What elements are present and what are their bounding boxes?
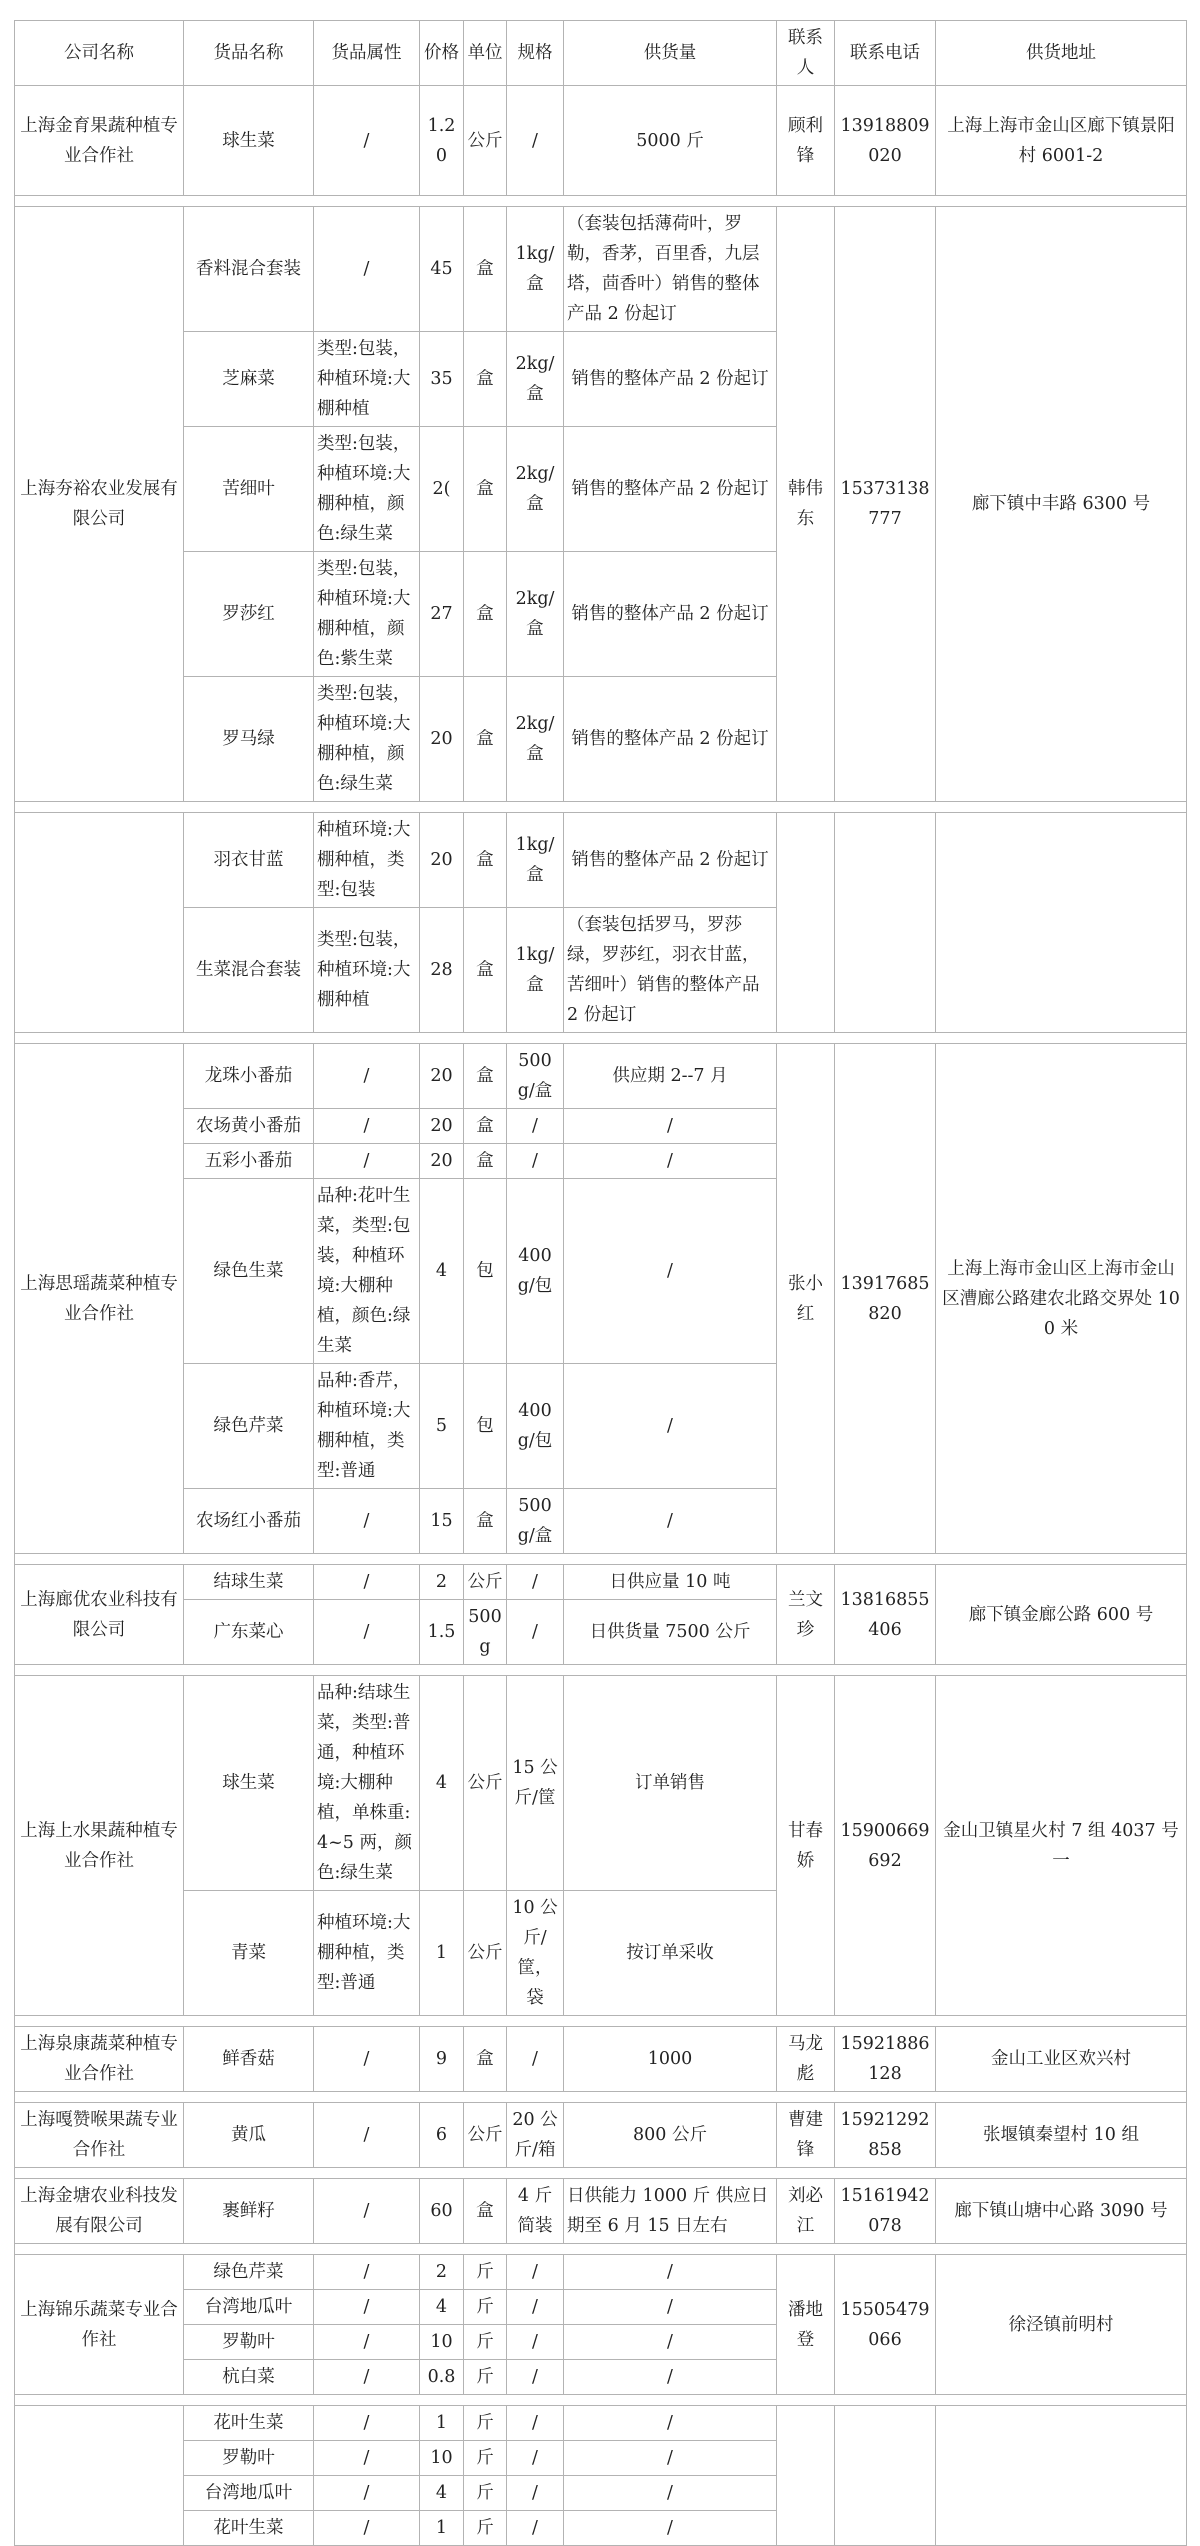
address-cell bbox=[936, 813, 1187, 1033]
contact-cell: 韩伟东 bbox=[777, 207, 835, 802]
separator-cell bbox=[15, 2168, 1187, 2179]
address-cell: 廊下镇中丰路 6300 号 bbox=[936, 207, 1187, 802]
separator-cell bbox=[15, 196, 1187, 207]
unit-cell: 公斤 bbox=[464, 1565, 507, 1600]
contact-cell: 甘春娇 bbox=[777, 1676, 835, 2016]
group-separator bbox=[15, 2092, 1187, 2103]
product-attributes-cell: 类型:包装，种植环境:大棚种植，颜色:绿生菜 bbox=[314, 427, 420, 552]
spec-cell: 20 公斤/箱 bbox=[507, 2103, 564, 2168]
product-attributes-cell: 种植环境:大棚种植，类型:包装 bbox=[314, 813, 420, 908]
address-cell: 金山工业区欢兴村 bbox=[936, 2027, 1187, 2092]
price-cell: 1 bbox=[420, 2406, 464, 2441]
spec-cell: / bbox=[507, 2255, 564, 2290]
unit-cell: 斤 bbox=[464, 2360, 507, 2395]
unit-cell: 盒 bbox=[464, 1144, 507, 1179]
spec-cell: / bbox=[507, 2476, 564, 2511]
product-attributes-cell: / bbox=[314, 2027, 420, 2092]
product-name-cell: 黄瓜 bbox=[184, 2103, 314, 2168]
phone-cell: 13918809020 bbox=[835, 86, 936, 196]
price-cell: 20 bbox=[420, 1044, 464, 1109]
product-name-cell: 结球生菜 bbox=[184, 1565, 314, 1600]
unit-cell: 盒 bbox=[464, 1109, 507, 1144]
price-cell: 2 bbox=[420, 2255, 464, 2290]
group-separator bbox=[15, 2395, 1187, 2406]
header-contact: 联系人 bbox=[777, 21, 835, 86]
header-spec: 规格 bbox=[507, 21, 564, 86]
product-attributes-cell: / bbox=[314, 2325, 420, 2360]
product-name-cell: 花叶生菜 bbox=[184, 2511, 314, 2546]
product-name-cell: 香料混合套装 bbox=[184, 207, 314, 332]
product-name-cell: 台湾地瓜叶 bbox=[184, 2290, 314, 2325]
product-attributes-cell: 类型:包装，种植环境:大棚种植，颜色:紫生菜 bbox=[314, 552, 420, 677]
company-name-cell: 上海夯裕农业发展有限公司 bbox=[15, 207, 184, 802]
product-attributes-cell: 种植环境:大棚种植，类型:普通 bbox=[314, 1891, 420, 2016]
table-body bbox=[15, 86, 1187, 2546]
group-separator bbox=[15, 802, 1187, 813]
unit-cell: 盒 bbox=[464, 1044, 507, 1109]
unit-cell: 公斤 bbox=[464, 1891, 507, 2016]
phone-cell: 13917685820 bbox=[835, 1044, 936, 1554]
unit-cell: 包 bbox=[464, 1179, 507, 1364]
table-row bbox=[15, 2103, 1187, 2168]
supply-cell: / bbox=[564, 2325, 777, 2360]
price-cell: 2( bbox=[420, 427, 464, 552]
product-attributes-cell: / bbox=[314, 2406, 420, 2441]
address-cell: 廊下镇山塘中心路 3090 号 bbox=[936, 2179, 1187, 2244]
company-name-cell bbox=[15, 2406, 184, 2546]
company-name-cell: 上海思瑶蔬菜种植专业合作社 bbox=[15, 1044, 184, 1554]
spec-cell: / bbox=[507, 1144, 564, 1179]
supply-cell: / bbox=[564, 2511, 777, 2546]
header-unit: 单位 bbox=[464, 21, 507, 86]
price-cell: 20 bbox=[420, 813, 464, 908]
spec-cell: / bbox=[507, 1565, 564, 1600]
spec-cell: / bbox=[507, 2360, 564, 2395]
group-separator bbox=[15, 2168, 1187, 2179]
unit-cell: 公斤 bbox=[464, 2103, 507, 2168]
table-row bbox=[15, 207, 1187, 332]
phone-cell: 15921886128 bbox=[835, 2027, 936, 2092]
product-attributes-cell: / bbox=[314, 2103, 420, 2168]
supply-cell: 销售的整体产品 2 份起订 bbox=[564, 677, 777, 802]
price-cell: 1 bbox=[420, 2511, 464, 2546]
supply-cell: （套装包括罗马，罗莎绿，罗莎红，羽衣甘蓝，苦细叶）销售的整体产品 2 份起订 bbox=[564, 908, 777, 1033]
supply-cell: / bbox=[564, 1364, 777, 1489]
product-attributes-cell: / bbox=[314, 2511, 420, 2546]
unit-cell: 500g bbox=[464, 1600, 507, 1665]
phone-cell bbox=[835, 2406, 936, 2546]
separator-cell bbox=[15, 2395, 1187, 2406]
price-cell: 10 bbox=[420, 2325, 464, 2360]
supply-cell: 按订单采收 bbox=[564, 1891, 777, 2016]
product-name-cell: 农场红小番茄 bbox=[184, 1489, 314, 1554]
table-row bbox=[15, 2179, 1187, 2244]
spec-cell: 400g/包 bbox=[507, 1364, 564, 1489]
separator-cell bbox=[15, 2092, 1187, 2103]
price-cell: 6 bbox=[420, 2103, 464, 2168]
product-attributes-cell: / bbox=[314, 1044, 420, 1109]
product-attributes-cell: 品种:香芹，种植环境:大棚种植，类型:普通 bbox=[314, 1364, 420, 1489]
unit-cell: 斤 bbox=[464, 2406, 507, 2441]
price-cell: 4 bbox=[420, 2476, 464, 2511]
product-name-cell: 杭白菜 bbox=[184, 2360, 314, 2395]
product-attributes-cell: 品种:结球生菜，类型:普通，种植环境:大棚种植，单株重:4~5 两，颜色:绿生菜 bbox=[314, 1676, 420, 1891]
unit-cell: 斤 bbox=[464, 2325, 507, 2360]
unit-cell: 盒 bbox=[464, 552, 507, 677]
product-name-cell: 绿色芹菜 bbox=[184, 1364, 314, 1489]
unit-cell: 盒 bbox=[464, 908, 507, 1033]
header-price: 价格 bbox=[420, 21, 464, 86]
spec-cell: / bbox=[507, 1600, 564, 1665]
spec-cell: 2kg/盒 bbox=[507, 677, 564, 802]
product-attributes-cell: / bbox=[314, 86, 420, 196]
price-cell: 1.20 bbox=[420, 86, 464, 196]
unit-cell: 斤 bbox=[464, 2476, 507, 2511]
product-name-cell: 鲜香菇 bbox=[184, 2027, 314, 2092]
supply-cell: 销售的整体产品 2 份起订 bbox=[564, 552, 777, 677]
header-product: 货品名称 bbox=[184, 21, 314, 86]
price-cell: 1 bbox=[420, 1891, 464, 2016]
unit-cell: 盒 bbox=[464, 332, 507, 427]
spec-cell: / bbox=[507, 2406, 564, 2441]
table-row bbox=[15, 2027, 1187, 2092]
table-row bbox=[15, 1565, 1187, 1600]
product-name-cell: 裹鲜籽 bbox=[184, 2179, 314, 2244]
company-name-cell: 上海嘎赞喉果蔬专业合作社 bbox=[15, 2103, 184, 2168]
supply-cell: 销售的整体产品 2 份起订 bbox=[564, 332, 777, 427]
address-cell: 上海上海市金山区廊下镇景阳村 6001-2 bbox=[936, 86, 1187, 196]
price-cell: 45 bbox=[420, 207, 464, 332]
spec-cell: / bbox=[507, 86, 564, 196]
separator-cell bbox=[15, 802, 1187, 813]
contact-cell: 刘必江 bbox=[777, 2179, 835, 2244]
product-attributes-cell: / bbox=[314, 2441, 420, 2476]
supply-cell: 1000 bbox=[564, 2027, 777, 2092]
supply-cell: / bbox=[564, 1144, 777, 1179]
address-cell: 金山卫镇星火村 7 组 4037 号一 bbox=[936, 1676, 1187, 2016]
unit-cell: 斤 bbox=[464, 2511, 507, 2546]
price-cell: 2 bbox=[420, 1565, 464, 1600]
price-cell: 27 bbox=[420, 552, 464, 677]
supply-cell: / bbox=[564, 2406, 777, 2441]
supply-cell: / bbox=[564, 2255, 777, 2290]
price-cell: 60 bbox=[420, 2179, 464, 2244]
contact-cell: 潘地登 bbox=[777, 2255, 835, 2395]
unit-cell: 包 bbox=[464, 1364, 507, 1489]
product-attributes-cell: 类型:包装，种植环境:大棚种植 bbox=[314, 332, 420, 427]
separator-cell bbox=[15, 1033, 1187, 1044]
product-attributes-cell: 品种:花叶生菜，类型:包装，种植环境:大棚种植，颜色:绿生菜 bbox=[314, 1179, 420, 1364]
address-cell bbox=[936, 2406, 1187, 2546]
product-attributes-cell: / bbox=[314, 2179, 420, 2244]
price-cell: 0.8 bbox=[420, 2360, 464, 2395]
spec-cell: / bbox=[507, 2325, 564, 2360]
company-name-cell: 上海锦乐蔬菜专业合作社 bbox=[15, 2255, 184, 2395]
phone-cell: 15900669692 bbox=[835, 1676, 936, 2016]
spec-cell: 4 斤简装 bbox=[507, 2179, 564, 2244]
phone-cell: 15505479066 bbox=[835, 2255, 936, 2395]
supply-cell: / bbox=[564, 2441, 777, 2476]
price-cell: 10 bbox=[420, 2441, 464, 2476]
product-name-cell: 青菜 bbox=[184, 1891, 314, 2016]
supply-cell: / bbox=[564, 1179, 777, 1364]
product-name-cell: 农场黄小番茄 bbox=[184, 1109, 314, 1144]
supply-cell: 日供应量 10 吨 bbox=[564, 1565, 777, 1600]
spec-cell: / bbox=[507, 2441, 564, 2476]
product-name-cell: 绿色生菜 bbox=[184, 1179, 314, 1364]
product-name-cell: 球生菜 bbox=[184, 1676, 314, 1891]
spec-cell: / bbox=[507, 2290, 564, 2325]
supply-cell: 日供货量 7500 公斤 bbox=[564, 1600, 777, 1665]
product-name-cell: 龙珠小番茄 bbox=[184, 1044, 314, 1109]
unit-cell: 盒 bbox=[464, 427, 507, 552]
product-attributes-cell: / bbox=[314, 1600, 420, 1665]
supply-cell: 订单销售 bbox=[564, 1676, 777, 1891]
group-separator bbox=[15, 196, 1187, 207]
spec-cell: 1kg/盒 bbox=[507, 908, 564, 1033]
phone-cell: 15373138777 bbox=[835, 207, 936, 802]
group-separator bbox=[15, 2244, 1187, 2255]
product-attributes-cell: / bbox=[314, 1565, 420, 1600]
product-attributes-cell: / bbox=[314, 1144, 420, 1179]
supply-cell: 5000 斤 bbox=[564, 86, 777, 196]
phone-cell: 15161942078 bbox=[835, 2179, 936, 2244]
product-attributes-cell: / bbox=[314, 1489, 420, 1554]
header-address: 供货地址 bbox=[936, 21, 1187, 86]
document-page bbox=[14, 20, 1186, 2546]
price-cell: 28 bbox=[420, 908, 464, 1033]
supply-cell: 销售的整体产品 2 份起订 bbox=[564, 813, 777, 908]
spec-cell: 2kg/盒 bbox=[507, 427, 564, 552]
table-row bbox=[15, 813, 1187, 908]
supply-cell: 800 公斤 bbox=[564, 2103, 777, 2168]
address-cell: 上海上海市金山区上海市金山区漕廊公路建农北路交界处 100 米 bbox=[936, 1044, 1187, 1554]
product-name-cell: 苦细叶 bbox=[184, 427, 314, 552]
supply-cell: / bbox=[564, 1489, 777, 1554]
spec-cell: 500g/盒 bbox=[507, 1489, 564, 1554]
unit-cell: 盒 bbox=[464, 2179, 507, 2244]
product-attributes-cell: / bbox=[314, 2360, 420, 2395]
header-company: 公司名称 bbox=[15, 21, 184, 86]
price-cell: 20 bbox=[420, 1109, 464, 1144]
group-separator bbox=[15, 2016, 1187, 2027]
table-row bbox=[15, 1044, 1187, 1109]
spec-cell: 1kg/盒 bbox=[507, 207, 564, 332]
unit-cell: 公斤 bbox=[464, 1676, 507, 1891]
contact-cell bbox=[777, 2406, 835, 2546]
separator-cell bbox=[15, 1665, 1187, 1676]
contact-cell: 曹建锋 bbox=[777, 2103, 835, 2168]
product-name-cell: 罗莎红 bbox=[184, 552, 314, 677]
spec-cell: 1kg/盒 bbox=[507, 813, 564, 908]
address-cell: 张堰镇秦望村 10 组 bbox=[936, 2103, 1187, 2168]
contact-cell: 兰文珍 bbox=[777, 1565, 835, 1665]
price-cell: 4 bbox=[420, 1676, 464, 1891]
product-name-cell: 五彩小番茄 bbox=[184, 1144, 314, 1179]
supply-cell: / bbox=[564, 1109, 777, 1144]
separator-cell bbox=[15, 2016, 1187, 2027]
supply-cell: （套装包括薄荷叶，罗勒，香茅，百里香，九层塔，茴香叶）销售的整体产品 2 份起订 bbox=[564, 207, 777, 332]
supply-cell: / bbox=[564, 2476, 777, 2511]
product-name-cell: 罗勒叶 bbox=[184, 2441, 314, 2476]
company-name-cell: 上海金育果蔬种植专业合作社 bbox=[15, 86, 184, 196]
table-row bbox=[15, 2255, 1187, 2290]
company-name-cell: 上海金塘农业科技发展有限公司 bbox=[15, 2179, 184, 2244]
spec-cell: 2kg/盒 bbox=[507, 552, 564, 677]
contact-cell: 顾利锋 bbox=[777, 86, 835, 196]
phone-cell: 15921292858 bbox=[835, 2103, 936, 2168]
product-name-cell: 台湾地瓜叶 bbox=[184, 2476, 314, 2511]
supply-cell: 日供能力 1000 斤 供应日期至 6 月 15 日左右 bbox=[564, 2179, 777, 2244]
price-cell: 1.5 bbox=[420, 1600, 464, 1665]
company-name-cell: 上海泉康蔬菜种植专业合作社 bbox=[15, 2027, 184, 2092]
price-cell: 20 bbox=[420, 677, 464, 802]
table-row bbox=[15, 2406, 1187, 2441]
separator-cell bbox=[15, 2244, 1187, 2255]
price-cell: 4 bbox=[420, 2290, 464, 2325]
contact-cell: 张小红 bbox=[777, 1044, 835, 1554]
product-attributes-cell: / bbox=[314, 2476, 420, 2511]
product-attributes-cell: / bbox=[314, 2290, 420, 2325]
spec-cell: / bbox=[507, 1109, 564, 1144]
supply-cell: / bbox=[564, 2360, 777, 2395]
product-name-cell: 广东菜心 bbox=[184, 1600, 314, 1665]
product-attributes-cell: / bbox=[314, 207, 420, 332]
product-name-cell: 罗勒叶 bbox=[184, 2325, 314, 2360]
unit-cell: 盒 bbox=[464, 1489, 507, 1554]
header-supply: 供货量 bbox=[564, 21, 777, 86]
group-separator bbox=[15, 1554, 1187, 1565]
supply-cell: 销售的整体产品 2 份起订 bbox=[564, 427, 777, 552]
address-cell: 徐泾镇前明村 bbox=[936, 2255, 1187, 2395]
company-name-cell: 上海廊优农业科技有限公司 bbox=[15, 1565, 184, 1665]
spec-cell: 10 公斤/筐，袋 bbox=[507, 1891, 564, 2016]
unit-cell: 盒 bbox=[464, 2027, 507, 2092]
supply-cell: / bbox=[564, 2290, 777, 2325]
contact-cell: 马龙彪 bbox=[777, 2027, 835, 2092]
supply-cell: 供应期 2--7 月 bbox=[564, 1044, 777, 1109]
product-name-cell: 花叶生菜 bbox=[184, 2406, 314, 2441]
unit-cell: 盒 bbox=[464, 207, 507, 332]
price-cell: 35 bbox=[420, 332, 464, 427]
spec-cell: 500g/盒 bbox=[507, 1044, 564, 1109]
separator-cell bbox=[15, 1554, 1187, 1565]
price-cell: 9 bbox=[420, 2027, 464, 2092]
price-cell: 20 bbox=[420, 1144, 464, 1179]
unit-cell: 公斤 bbox=[464, 86, 507, 196]
address-cell: 廊下镇金廊公路 600 号 bbox=[936, 1565, 1187, 1665]
spec-cell: 15 公斤/筐 bbox=[507, 1676, 564, 1891]
company-name-cell: 上海上水果蔬种植专业合作社 bbox=[15, 1676, 184, 2016]
spec-cell: / bbox=[507, 2027, 564, 2092]
product-name-cell: 羽衣甘蓝 bbox=[184, 813, 314, 908]
price-cell: 4 bbox=[420, 1179, 464, 1364]
header-phone: 联系电话 bbox=[835, 21, 936, 86]
spec-cell: 2kg/盒 bbox=[507, 332, 564, 427]
header-row bbox=[15, 21, 1187, 86]
group-separator bbox=[15, 1665, 1187, 1676]
company-name-cell bbox=[15, 813, 184, 1033]
product-name-cell: 生菜混合套装 bbox=[184, 908, 314, 1033]
supplier-table bbox=[14, 20, 1187, 2546]
table-row bbox=[15, 86, 1187, 196]
phone-cell: 13816855406 bbox=[835, 1565, 936, 1665]
product-name-cell: 芝麻菜 bbox=[184, 332, 314, 427]
unit-cell: 斤 bbox=[464, 2441, 507, 2476]
spec-cell: 400g/包 bbox=[507, 1179, 564, 1364]
product-attributes-cell: 类型:包装，种植环境:大棚种植 bbox=[314, 908, 420, 1033]
product-attributes-cell: / bbox=[314, 1109, 420, 1144]
price-cell: 15 bbox=[420, 1489, 464, 1554]
group-separator bbox=[15, 1033, 1187, 1044]
contact-cell bbox=[777, 813, 835, 1033]
product-name-cell: 球生菜 bbox=[184, 86, 314, 196]
header-attributes: 货品属性 bbox=[314, 21, 420, 86]
product-attributes-cell: / bbox=[314, 2255, 420, 2290]
unit-cell: 盒 bbox=[464, 813, 507, 908]
unit-cell: 斤 bbox=[464, 2255, 507, 2290]
table-row bbox=[15, 1676, 1187, 1891]
product-name-cell: 罗马绿 bbox=[184, 677, 314, 802]
unit-cell: 斤 bbox=[464, 2290, 507, 2325]
product-name-cell: 绿色芹菜 bbox=[184, 2255, 314, 2290]
product-attributes-cell: 类型:包装，种植环境:大棚种植，颜色:绿生菜 bbox=[314, 677, 420, 802]
phone-cell bbox=[835, 813, 936, 1033]
unit-cell: 盒 bbox=[464, 677, 507, 802]
spec-cell: / bbox=[507, 2511, 564, 2546]
price-cell: 5 bbox=[420, 1364, 464, 1489]
